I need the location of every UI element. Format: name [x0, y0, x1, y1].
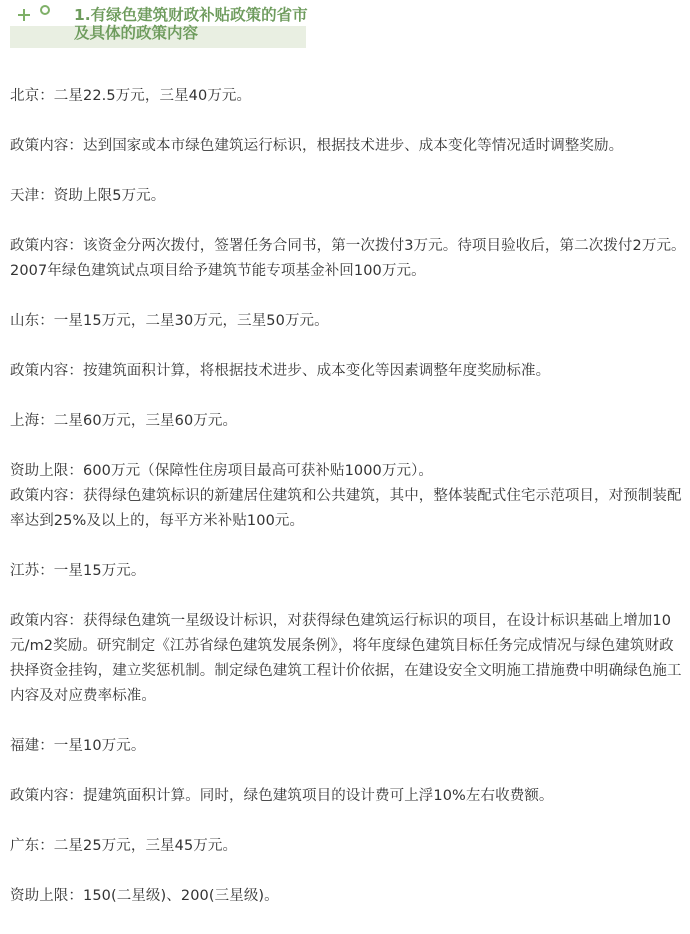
paragraph-spacer — [10, 109, 688, 134]
paragraph-spacer — [10, 159, 688, 184]
article-paragraph: 资助上限：600万元（保障性住房项目最高可获补贴1000万元）。 — [10, 463, 434, 479]
paragraph-spacer — [10, 809, 688, 834]
paragraph-spacer — [10, 284, 688, 309]
article-paragraph: 政策内容：达到国家或本市绿色建筑运行标识，根据技术进步、成本变化等情况适时调整奖励。 — [10, 138, 624, 154]
paragraph-spacer — [10, 209, 688, 234]
paragraph-spacer — [10, 434, 688, 459]
article-paragraph: 福建：一星10万元。 — [10, 738, 146, 754]
paragraph-spacer — [10, 709, 688, 734]
article-paragraph: 政策内容：按建筑面积计算，将根据技术进步、成本变化等因素调整年度奖励标准。 — [10, 363, 551, 379]
article-paragraph: 政策内容：该资金分两次拨付，签署任务合同书，第一次拨付3万元。待项目验收后，第二次拨付2万元。2007年绿色建筑试点项目给予建筑节能专项基金补回100万元。 — [10, 238, 686, 279]
paragraph-spacer — [10, 759, 688, 784]
paragraph-spacer — [10, 334, 688, 359]
circle-icon — [40, 5, 50, 15]
section-heading — [10, 4, 306, 48]
heading-line-2: 及具体的政策内容 — [74, 24, 199, 42]
article-paragraph: 山东：一星15万元，二星30万元，三星50万元。 — [10, 313, 329, 329]
heading-line-1: 1.有绿色建筑财政补贴政策的省市 — [74, 6, 308, 24]
paragraph-spacer — [10, 384, 688, 409]
article-paragraph: 北京：二星22.5万元，三星40万元。 — [10, 88, 252, 104]
article-paragraph: 政策内容：提建筑面积计算。同时，绿色建筑项目的设计费可上浮10%左右收费额。 — [10, 788, 554, 804]
article-paragraph: 资助上限：150(二星级)、200(三星级)。 — [10, 888, 279, 904]
article-paragraph: 广东：二星25万元，三星45万元。 — [10, 838, 238, 854]
paragraph-spacer — [10, 584, 688, 609]
paragraph-spacer — [10, 534, 688, 559]
paragraph-spacer — [10, 859, 688, 884]
article-paragraph: 江苏：一星15万元。 — [10, 563, 146, 579]
plus-icon — [18, 8, 32, 22]
heading-title — [74, 6, 310, 42]
article-paragraph: 天津：资助上限5万元。 — [10, 188, 166, 204]
article-paragraph: 政策内容：获得绿色建筑一星级设计标识，对获得绿色建筑运行标识的项目，在设计标识基础上增加10元/m2奖励。研究制定《江苏省绿色建筑发展条例》，将年度绿色建筑目标任务完成情况与绿色建筑财政抉择资金挂钩，建立奖惩机制。制定绿色建筑工程计价依据，在建设安全文明施工措施费中明确绿色施工内容及对应费率标准。 — [10, 613, 682, 704]
article-body — [10, 84, 688, 909]
article-paragraph: 上海：二星60万元，三星60万元。 — [10, 413, 238, 429]
article-paragraph: 政策内容：获得绿色建筑标识的新建居住建筑和公共建筑，其中，整体装配式住宅示范项目，对预制装配率达到25%及以上的，每平方米补贴100元。 — [10, 488, 682, 529]
